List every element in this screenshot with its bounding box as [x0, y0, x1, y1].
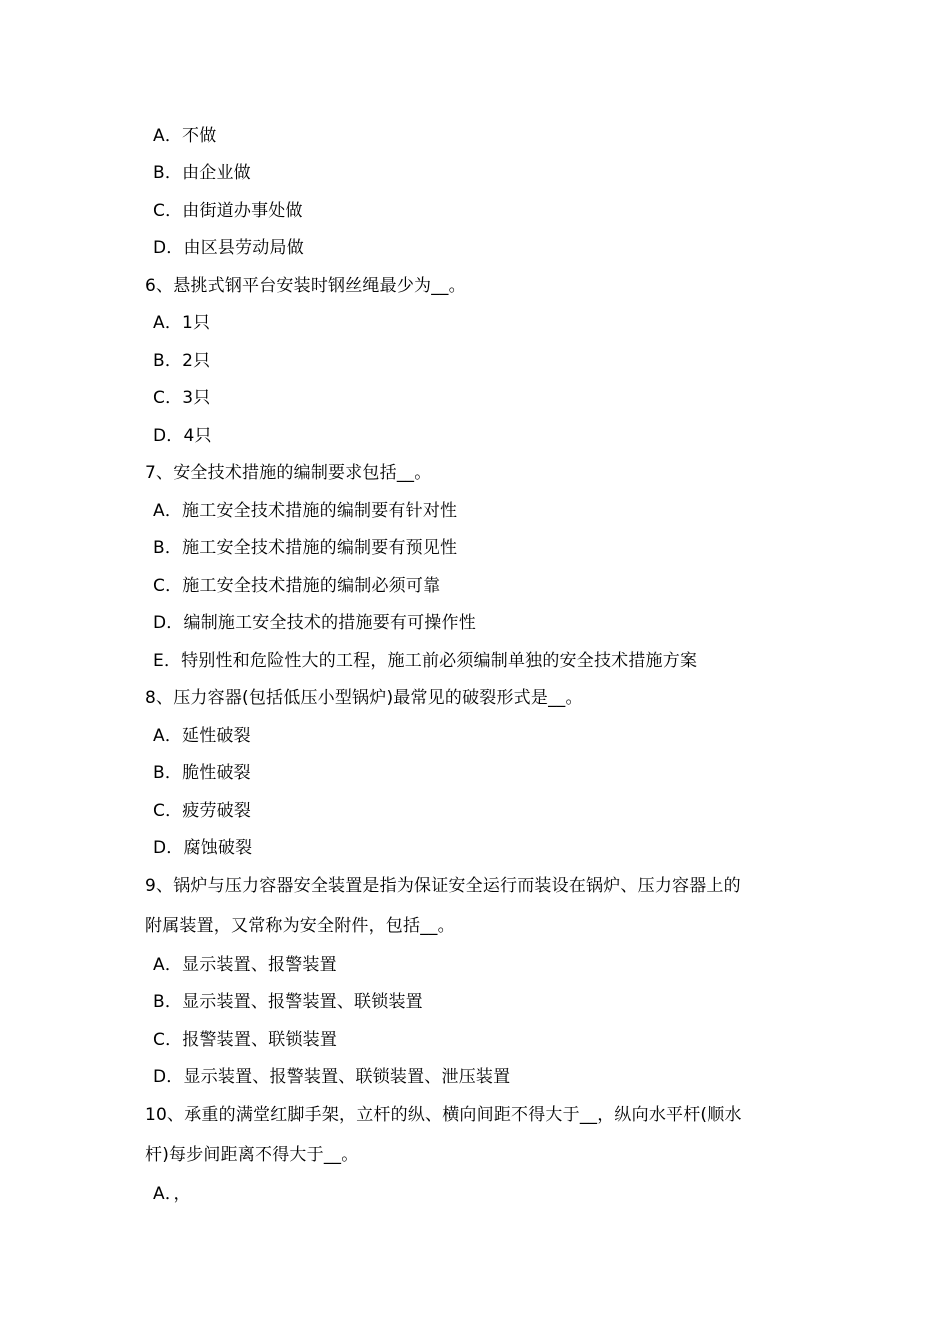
option-line: A．施工安全技术措施的编制要有针对性 — [153, 501, 458, 521]
question-line: 7、安全技术措施的编制要求包括__。 — [145, 463, 432, 483]
option-line: A．不做 — [153, 126, 217, 146]
option-line: A．延性破裂 — [153, 726, 251, 746]
question-line: 8、压力容器(包括低压小型锅炉)最常见的破裂形式是__。 — [145, 688, 583, 708]
option-line: B．脆性破裂 — [153, 763, 251, 783]
option-line: B．由企业做 — [153, 163, 251, 183]
option-line: C．报警装置、联锁装置 — [153, 1030, 338, 1050]
option-line: D．腐蚀破裂 — [153, 838, 253, 858]
option-line: B．2只 — [153, 351, 211, 371]
option-line: B．显示装置、报警装置、联锁装置 — [153, 992, 423, 1012]
option-line: C．疲劳破裂 — [153, 801, 252, 821]
option-line: C．3只 — [153, 388, 211, 408]
option-line: D．由区县劳动局做 — [153, 238, 304, 258]
question-line: 附属装置，又常称为安全附件，包括__。 — [145, 916, 455, 936]
option-line: A．， — [153, 1184, 191, 1204]
option-line: B．施工安全技术措施的编制要有预见性 — [153, 538, 458, 558]
option-line: D．4只 — [153, 426, 212, 446]
question-line: 10、承重的满堂红脚手架，立杆的纵、横向间距不得大于__，纵向水平杆(顺水 — [145, 1105, 742, 1125]
question-line: 9、锅炉与压力容器安全装置是指为保证安全运行而装设在锅炉、压力容器上的 — [145, 876, 741, 896]
option-line: D．编制施工安全技术的措施要有可操作性 — [153, 613, 476, 633]
option-line: A．1只 — [153, 313, 211, 333]
option-line: E．特别性和危险性大的工程，施工前必须编制单独的安全技术措施方案 — [153, 651, 698, 671]
question-line: 杆)每步间距离不得大于__。 — [145, 1145, 359, 1165]
option-line: D．显示装置、报警装置、联锁装置、泄压装置 — [153, 1067, 511, 1087]
question-line: 6、悬挑式钢平台安装时钢丝绳最少为__。 — [145, 276, 466, 296]
option-line: C．由街道办事处做 — [153, 201, 303, 221]
option-line: C．施工安全技术措施的编制必须可靠 — [153, 576, 441, 596]
option-line: A．显示装置、报警装置 — [153, 955, 337, 975]
